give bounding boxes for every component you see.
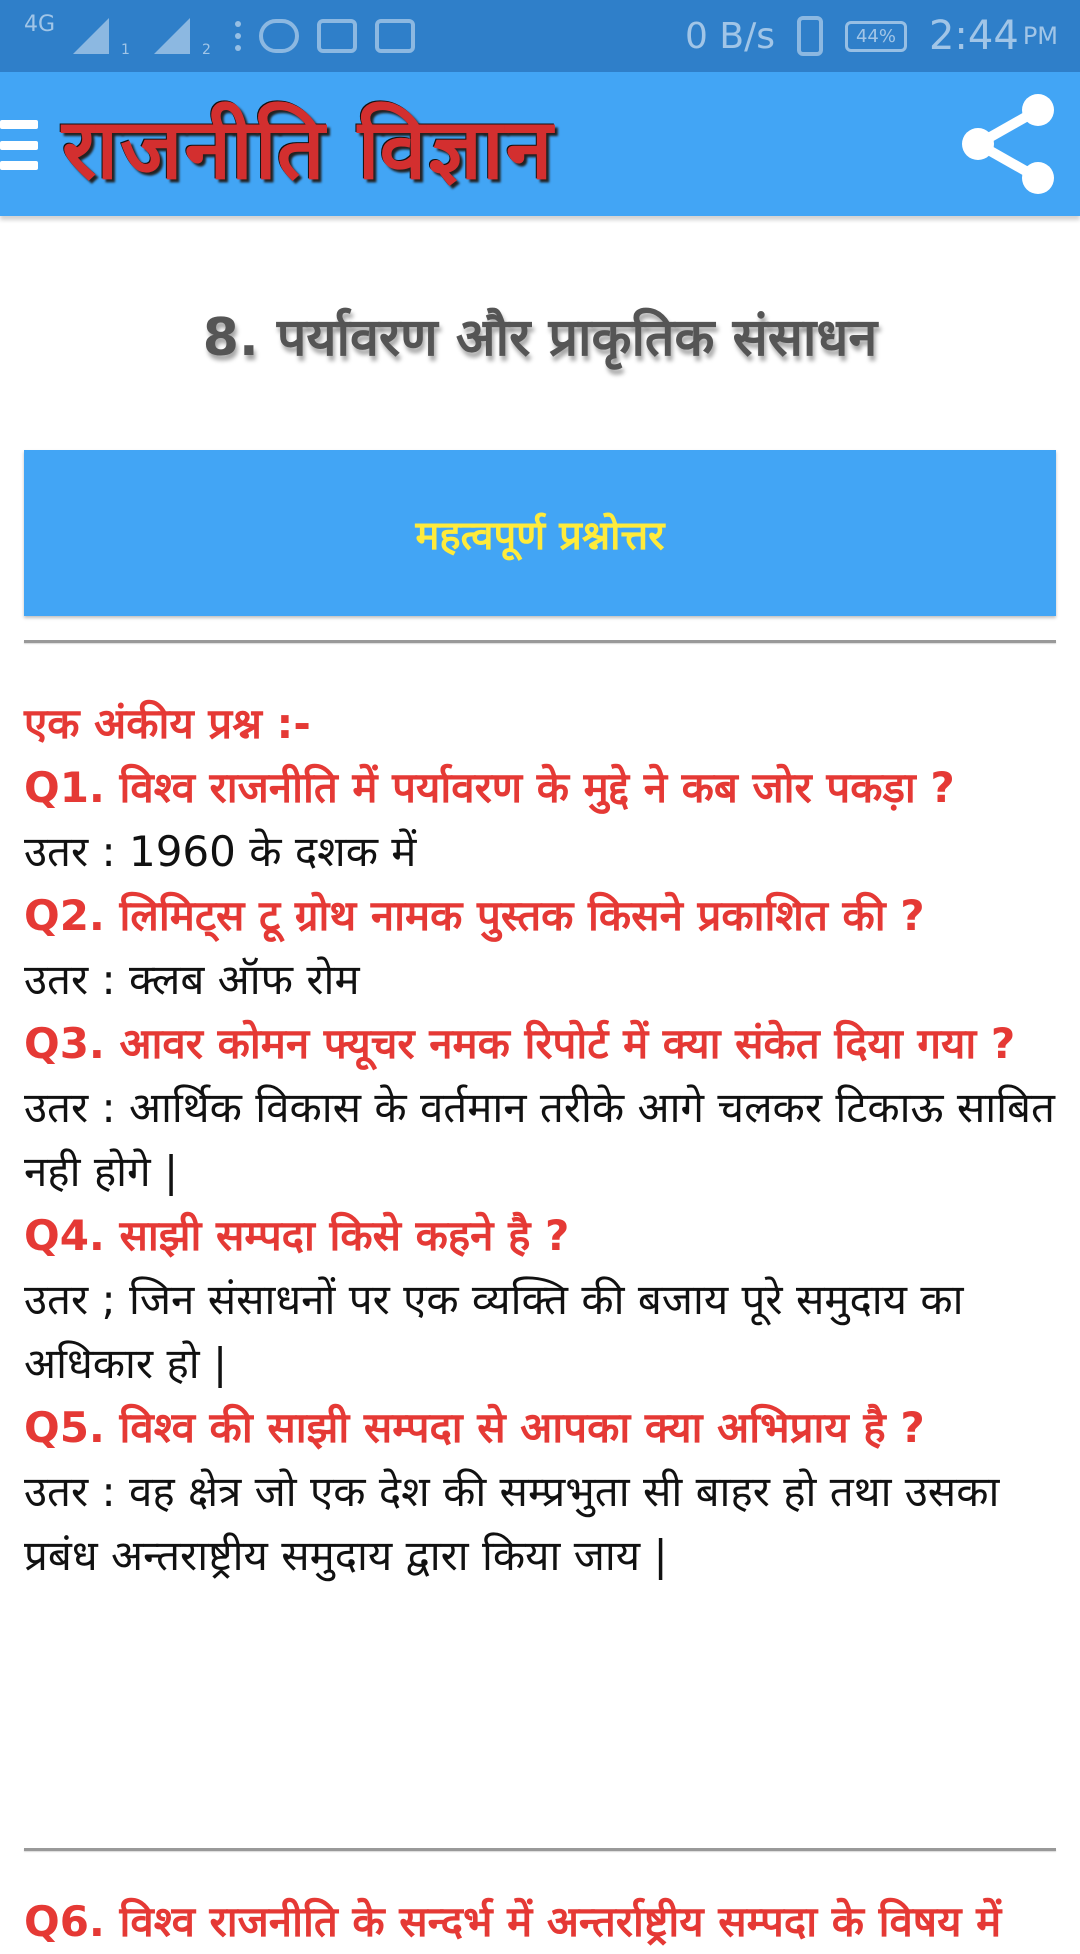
answer: उतर : 1960 के दशक में xyxy=(24,827,417,876)
divider xyxy=(24,640,1056,643)
answer: उतर : क्लब ऑफ रोम xyxy=(24,955,360,1004)
data-speed: 0 B/s xyxy=(685,15,775,57)
answer: उतर ; जिन संसाधनों पर एक व्यक्ति की बजाय पूरे समुदाय का अधिकार हो | xyxy=(24,1275,964,1388)
question: Q3. आवर कोमन फ्यूचर नमक रिपोर्ट में क्या संकेत दिया गया ? xyxy=(24,1019,1016,1068)
question: Q2. लिमिट्स टू ग्रोथ नामक पुस्तक किसने प्रकाशित की ? xyxy=(24,891,925,940)
vibrate-icon xyxy=(797,16,823,56)
status-bar xyxy=(0,0,1080,72)
chapter-title: 8. पर्यावरण और प्राकृतिक संसाधन xyxy=(202,308,878,368)
sim2-label: 2 xyxy=(201,42,211,58)
sim1-label: 1 xyxy=(121,42,130,58)
image-icon xyxy=(317,19,357,53)
question: Q5. विश्व की साझी सम्पदा से आपका क्या अभिप्राय है ? xyxy=(24,1403,925,1452)
answer: उतर : वह क्षेत्र जो एक देश की सम्प्रभुता सी बाहर हो तथा उसका प्रबंध अन्तराष्ट्रीय समुदाय द्वारा किया जाय | xyxy=(24,1467,1000,1580)
app-bar xyxy=(0,72,1080,216)
chat-icon xyxy=(259,19,299,53)
question: Q4. साझी सम्पदा किसे कहने है ? xyxy=(24,1211,570,1260)
section-heading: एक अंकीय प्रश्न :- xyxy=(24,699,311,748)
next-question-peek: Q6. विश्व राजनीति के सन्दर्भ में अन्तर्राष्ट्रीय सम्पदा के विषय में xyxy=(24,1897,1002,1946)
app-title: राजनीति विज्ञान xyxy=(62,99,555,198)
divider xyxy=(24,1848,1056,1851)
battery-icon: 44% xyxy=(845,21,907,52)
hamburger-menu-icon[interactable] xyxy=(0,120,38,170)
gmail-icon xyxy=(375,19,415,53)
network-type: 4G xyxy=(24,11,56,37)
question: Q1. विश्व राजनीति में पर्यावरण के मुद्दे ने कब जोर पकड़ा ? xyxy=(24,763,955,812)
share-icon[interactable] xyxy=(954,90,1062,198)
signal-icon xyxy=(73,18,109,54)
qa-content xyxy=(24,692,1064,1588)
answer: उतर : आर्थिक विकास के वर्तमान तरीके आगे चलकर टिकाऊ साबित नही होगे | xyxy=(24,1083,1055,1196)
clock-ampm: PM xyxy=(1022,22,1058,50)
clock: 2:44 xyxy=(928,13,1019,59)
signal-icon xyxy=(154,18,190,54)
important-qa-banner[interactable]: महत्वपूर्ण प्रश्नोत्तर xyxy=(24,450,1056,616)
more-icon xyxy=(235,21,241,51)
